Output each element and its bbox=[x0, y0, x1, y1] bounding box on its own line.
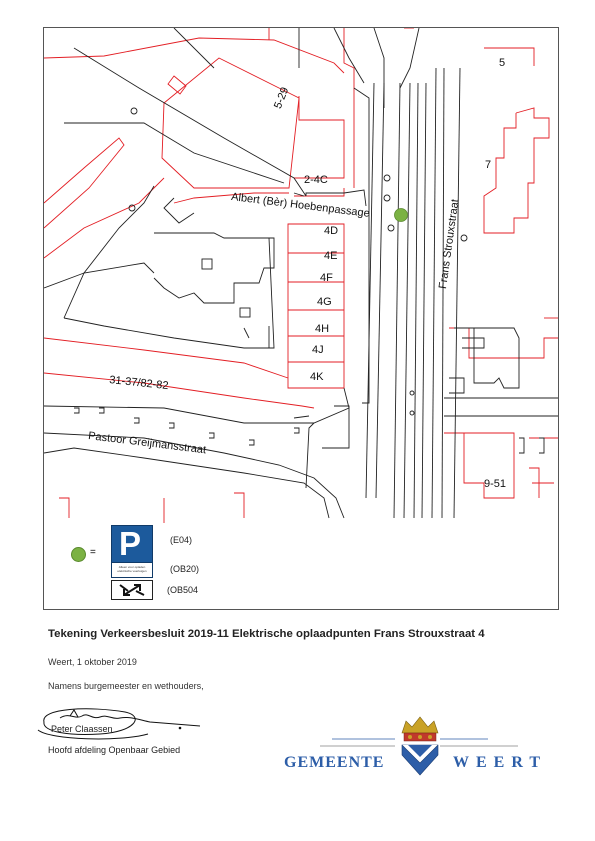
label-unit-4e: 4E bbox=[324, 250, 338, 262]
label-house-2-4c: 2-4C bbox=[304, 174, 328, 186]
legend-equals: = bbox=[90, 547, 96, 558]
charge-point-marker bbox=[395, 209, 408, 222]
logo-word-gemeente: GEMEENTE bbox=[284, 754, 385, 771]
label-unit-4k: 4K bbox=[310, 371, 324, 383]
label-house-31-82: 31-37/82-82 bbox=[108, 374, 170, 393]
parking-sign-subtext: Alleen voor opladen elektrische voertuigen bbox=[117, 565, 147, 573]
label-passage: Albert (Bèr) Hoebenpassage bbox=[230, 191, 371, 220]
label-unit-4d: 4D bbox=[324, 225, 339, 237]
parking-sign-letter: P bbox=[119, 525, 142, 562]
handwritten-signature bbox=[30, 700, 205, 745]
label-unit-4f: 4F bbox=[320, 272, 333, 284]
label-unit-4j: 4J bbox=[312, 344, 324, 356]
legend-charge-point-dot bbox=[71, 547, 86, 562]
label-house-5-29: 5-29 bbox=[272, 85, 292, 111]
document-title: Tekening Verkeersbesluit 2019-11 Elektrische oplaadpunten Frans Strouxstraat 4 bbox=[48, 628, 485, 640]
label-street-frans-strouxstraat: Frans Strouxstraat bbox=[437, 198, 462, 290]
document-on-behalf: Namens burgemeester en wethouders, bbox=[48, 681, 204, 691]
logo-word-weert: WEERT bbox=[453, 754, 548, 771]
legend-code-ob504: (OB504 bbox=[167, 585, 199, 595]
parking-sign-icon bbox=[111, 525, 153, 564]
signatory-role: Hoofd afdeling Openbaar Gebied bbox=[48, 745, 181, 755]
legend-code-e04: (E04) bbox=[170, 535, 193, 545]
map-linework bbox=[44, 28, 558, 609]
label-house-7: 7 bbox=[485, 159, 492, 171]
map-drawing bbox=[43, 27, 559, 610]
document-date: Weert, 1 oktober 2019 bbox=[48, 657, 137, 667]
label-street-pastoor-greijmansstraat: Pastoor Greijmansstraat bbox=[87, 430, 207, 457]
label-house-5: 5 bbox=[499, 57, 506, 69]
parcel-lines bbox=[44, 28, 558, 523]
coat-of-arms-icon bbox=[398, 715, 442, 777]
label-unit-4h: 4H bbox=[315, 323, 330, 335]
signatory-name: Peter Claassen bbox=[51, 724, 113, 734]
double-arrow-sign-icon bbox=[111, 580, 153, 600]
legend-code-ob20: (OB20) bbox=[170, 564, 200, 574]
label-house-9-51: 9-51 bbox=[484, 478, 507, 490]
label-unit-4g: 4G bbox=[317, 296, 332, 308]
parking-sign-subplate bbox=[111, 562, 153, 578]
